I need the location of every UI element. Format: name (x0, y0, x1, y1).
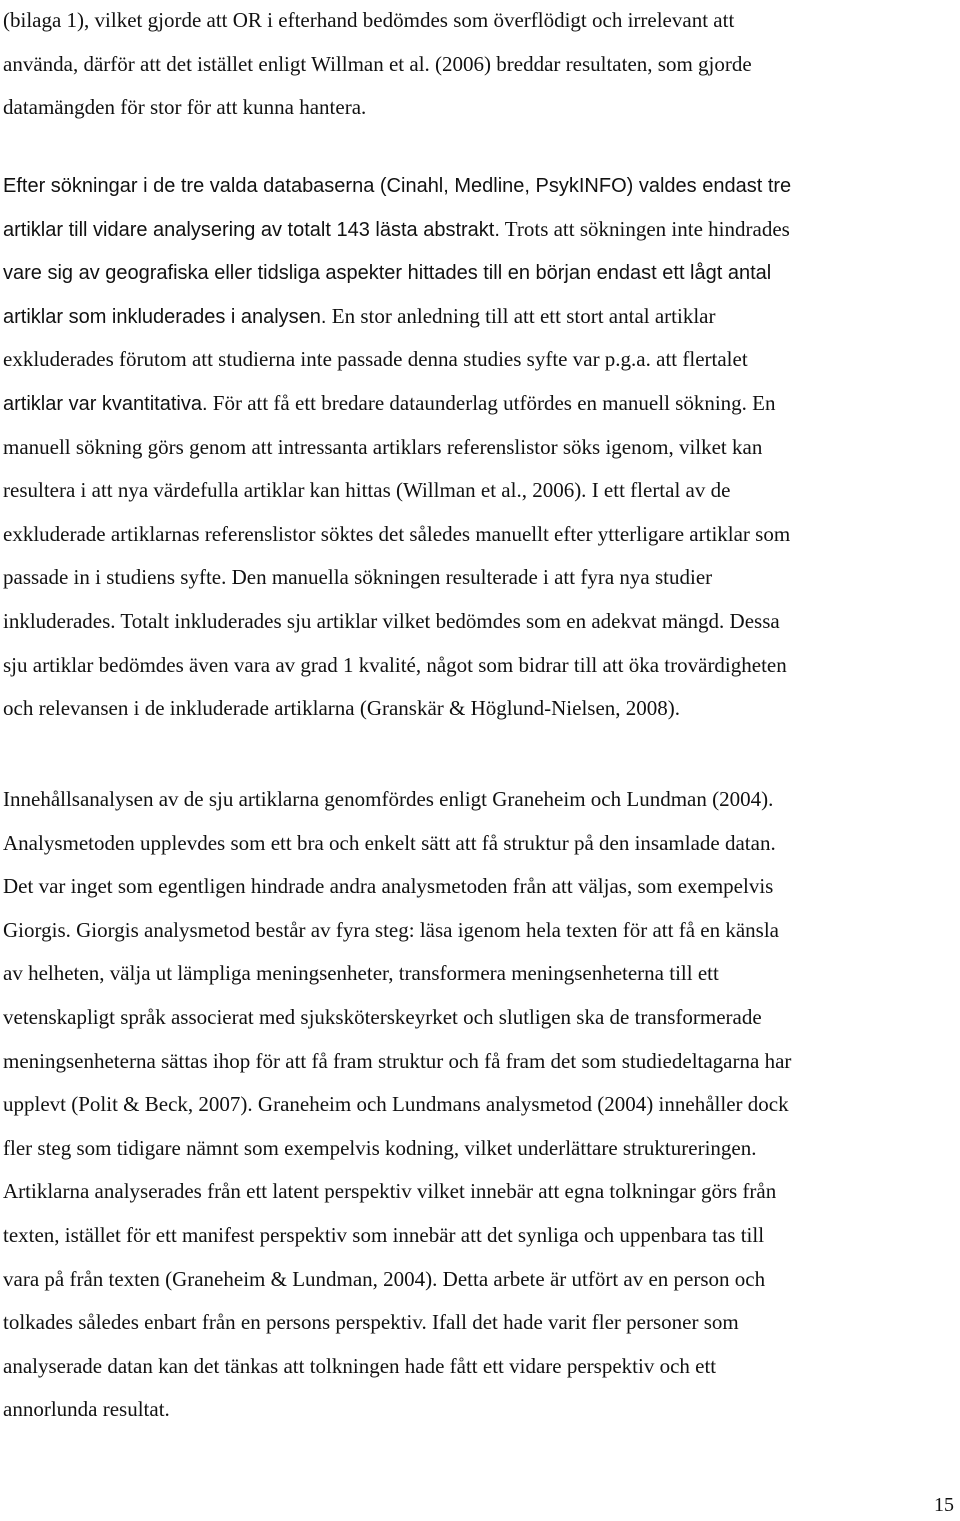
text-segment: artiklar var kvantitativa. (3, 392, 208, 415)
text-line (3, 1258, 955, 1302)
text-line (3, 208, 955, 252)
text-segment: Innehållsanalysen av de sju artiklarna genomfördes enligt Graneheim och Lundman (2004). (3, 787, 774, 811)
text-line (3, 382, 955, 426)
text-line (3, 338, 955, 382)
text-line (3, 1127, 955, 1171)
text-segment: av helheten, välja ut lämpliga meningsenheter, transformera meningsenheterna till ett (3, 961, 719, 986)
text-line (3, 0, 955, 43)
text-line (3, 1214, 955, 1258)
text-line (3, 1083, 955, 1127)
text-line (3, 556, 955, 600)
text-segment: resultera i att nya värdefulla artiklar kan hittas (Willman et al., 2006). (3, 478, 587, 503)
text-segment: Ifall det hade varit fler personer som (426, 1310, 739, 1335)
text-segment: manuell sökning görs genom att intressanta artiklars referenslistor söks igenom, vilket kan (3, 434, 763, 459)
text-segment: artiklar till vidare analysering av totalt 143 lästa abstrakt. (3, 218, 500, 241)
text-segment: Efter sökningar i de tre valda databaserna (Cinahl, Medline, PsykINFO) valdes endast tre (3, 175, 792, 197)
text-segment: Totalt inkluderades sju artiklar vilket bedömdes som en adekvat mängd. (115, 608, 725, 633)
text-line (3, 426, 955, 470)
text-line (3, 909, 955, 953)
text-segment: vare sig av geografiska eller tidsliga aspekter hittades till en början endast ett lågt antal (3, 262, 772, 285)
text-line (3, 778, 955, 822)
text-line (3, 1170, 955, 1214)
text-line (3, 86, 955, 130)
text-line (3, 1040, 955, 1084)
text-segment: Giorgis analysmetod består av fyra steg: läsa igenom hela texten för att få en känsla (70, 917, 779, 942)
text-segment: använda, därför att det istället enligt Willman et al. (2006) breddar resultaten, som gjorde (3, 51, 752, 76)
text-line (3, 600, 955, 644)
paragraph-2 (3, 164, 955, 731)
text-segment: fler steg som tidigare nämnt som exempelvis kodning, vilket underlättare struktureringen. (3, 1135, 757, 1160)
paragraph-1 (3, 0, 955, 130)
text-segment: exkluderade artiklarnas referenslistor söktes det således manuellt efter ytterligare artiklar som (3, 521, 791, 546)
text-segment: En (746, 390, 776, 415)
text-segment: exkluderades förutom att studierna inte passade denna studies syfte var p.g.a. att flertalet (3, 347, 748, 372)
text-segment: Den manuella sökningen resulterade i att fyra nya studier (226, 565, 713, 590)
text-segment: upplevt (Polit & Beck, 2007). (3, 1092, 253, 1117)
text-line (3, 1301, 955, 1345)
text-line (3, 644, 955, 688)
page-number: 15 (934, 1494, 954, 1516)
text-segment: (bilaga 1), vilket gjorde att OR i efterhand bedömdes som överflödigt och irrelevant att (3, 8, 735, 32)
text-segment: Dessa (724, 608, 780, 633)
text-segment: tolkades således enbart från en persons perspektiv. (3, 1310, 427, 1335)
text-line (3, 952, 955, 996)
text-segment: En stor anledning till att ett stort antal artiklar (326, 303, 716, 328)
text-segment: inkluderades. (3, 608, 116, 633)
text-segment: I ett flertal av de (586, 478, 731, 503)
text-segment: Det var inget som egentligen hindrade andra analysmetoden från att väljas, som exempelvis (3, 874, 774, 899)
text-line (3, 295, 955, 339)
text-segment: Graneheim och Lundmans analysmetod (2004) innehåller dock (252, 1092, 789, 1117)
text-line (3, 996, 955, 1040)
text-segment: passade in i studiens syfte. (3, 565, 227, 590)
text-segment: analyserade datan kan det tänkas att tolkningen hade fått ett vidare perspektiv och ett (3, 1353, 717, 1378)
text-line (3, 164, 955, 208)
text-segment: och relevansen i de inkluderade artiklarna (Granskär & Höglund-Nielsen, 2008). (3, 696, 681, 721)
text-line (3, 1345, 955, 1389)
text-line (3, 1388, 955, 1432)
text-segment: Artiklarna analyserades från ett latent perspektiv vilket innebär att egna tolkningar görs från (3, 1179, 777, 1204)
text-line (3, 687, 955, 731)
paragraph-3 (3, 778, 955, 1432)
text-segment: texten, istället för ett manifest perspektiv som innebär att det synliga och uppenbara tas till (3, 1222, 765, 1247)
text-segment: Giorgis. (3, 917, 71, 942)
text-segment: sju artiklar bedömdes även vara av grad 1 kvalité, något som bidrar till att öka trovärdigheten (3, 652, 787, 677)
text-segment: vetenskapligt språk associerat med sjuksköterskeyrket och slutligen ska de transformerade (3, 1004, 762, 1029)
text-line (3, 513, 955, 557)
text-segment: För att få ett bredare dataunderlag utfördes en manuell sökning. (207, 390, 747, 415)
text-segment: annorlunda resultat. (3, 1397, 170, 1422)
text-segment: Analysmetoden upplevdes som ett bra och enkelt sätt att få struktur på den insamlade datan. (3, 830, 776, 855)
text-segment: Detta arbete är utfört av en person och (437, 1266, 766, 1291)
text-segment: vara på från texten (Graneheim & Lundman, 2004). (3, 1266, 438, 1291)
text-line (3, 469, 955, 513)
text-line (3, 251, 955, 295)
text-segment: datamängden för stor för att kunna hantera. (3, 95, 367, 120)
text-segment: meningsenheterna sättas ihop för att få fram struktur och få fram det som studiedeltagarna har (3, 1048, 792, 1073)
text-line (3, 43, 955, 87)
text-line (3, 865, 955, 909)
text-segment: artiklar som inkluderades i analysen. (3, 305, 327, 328)
text-line (3, 822, 955, 866)
text-segment: Trots att sökningen inte hindrades (499, 216, 790, 241)
